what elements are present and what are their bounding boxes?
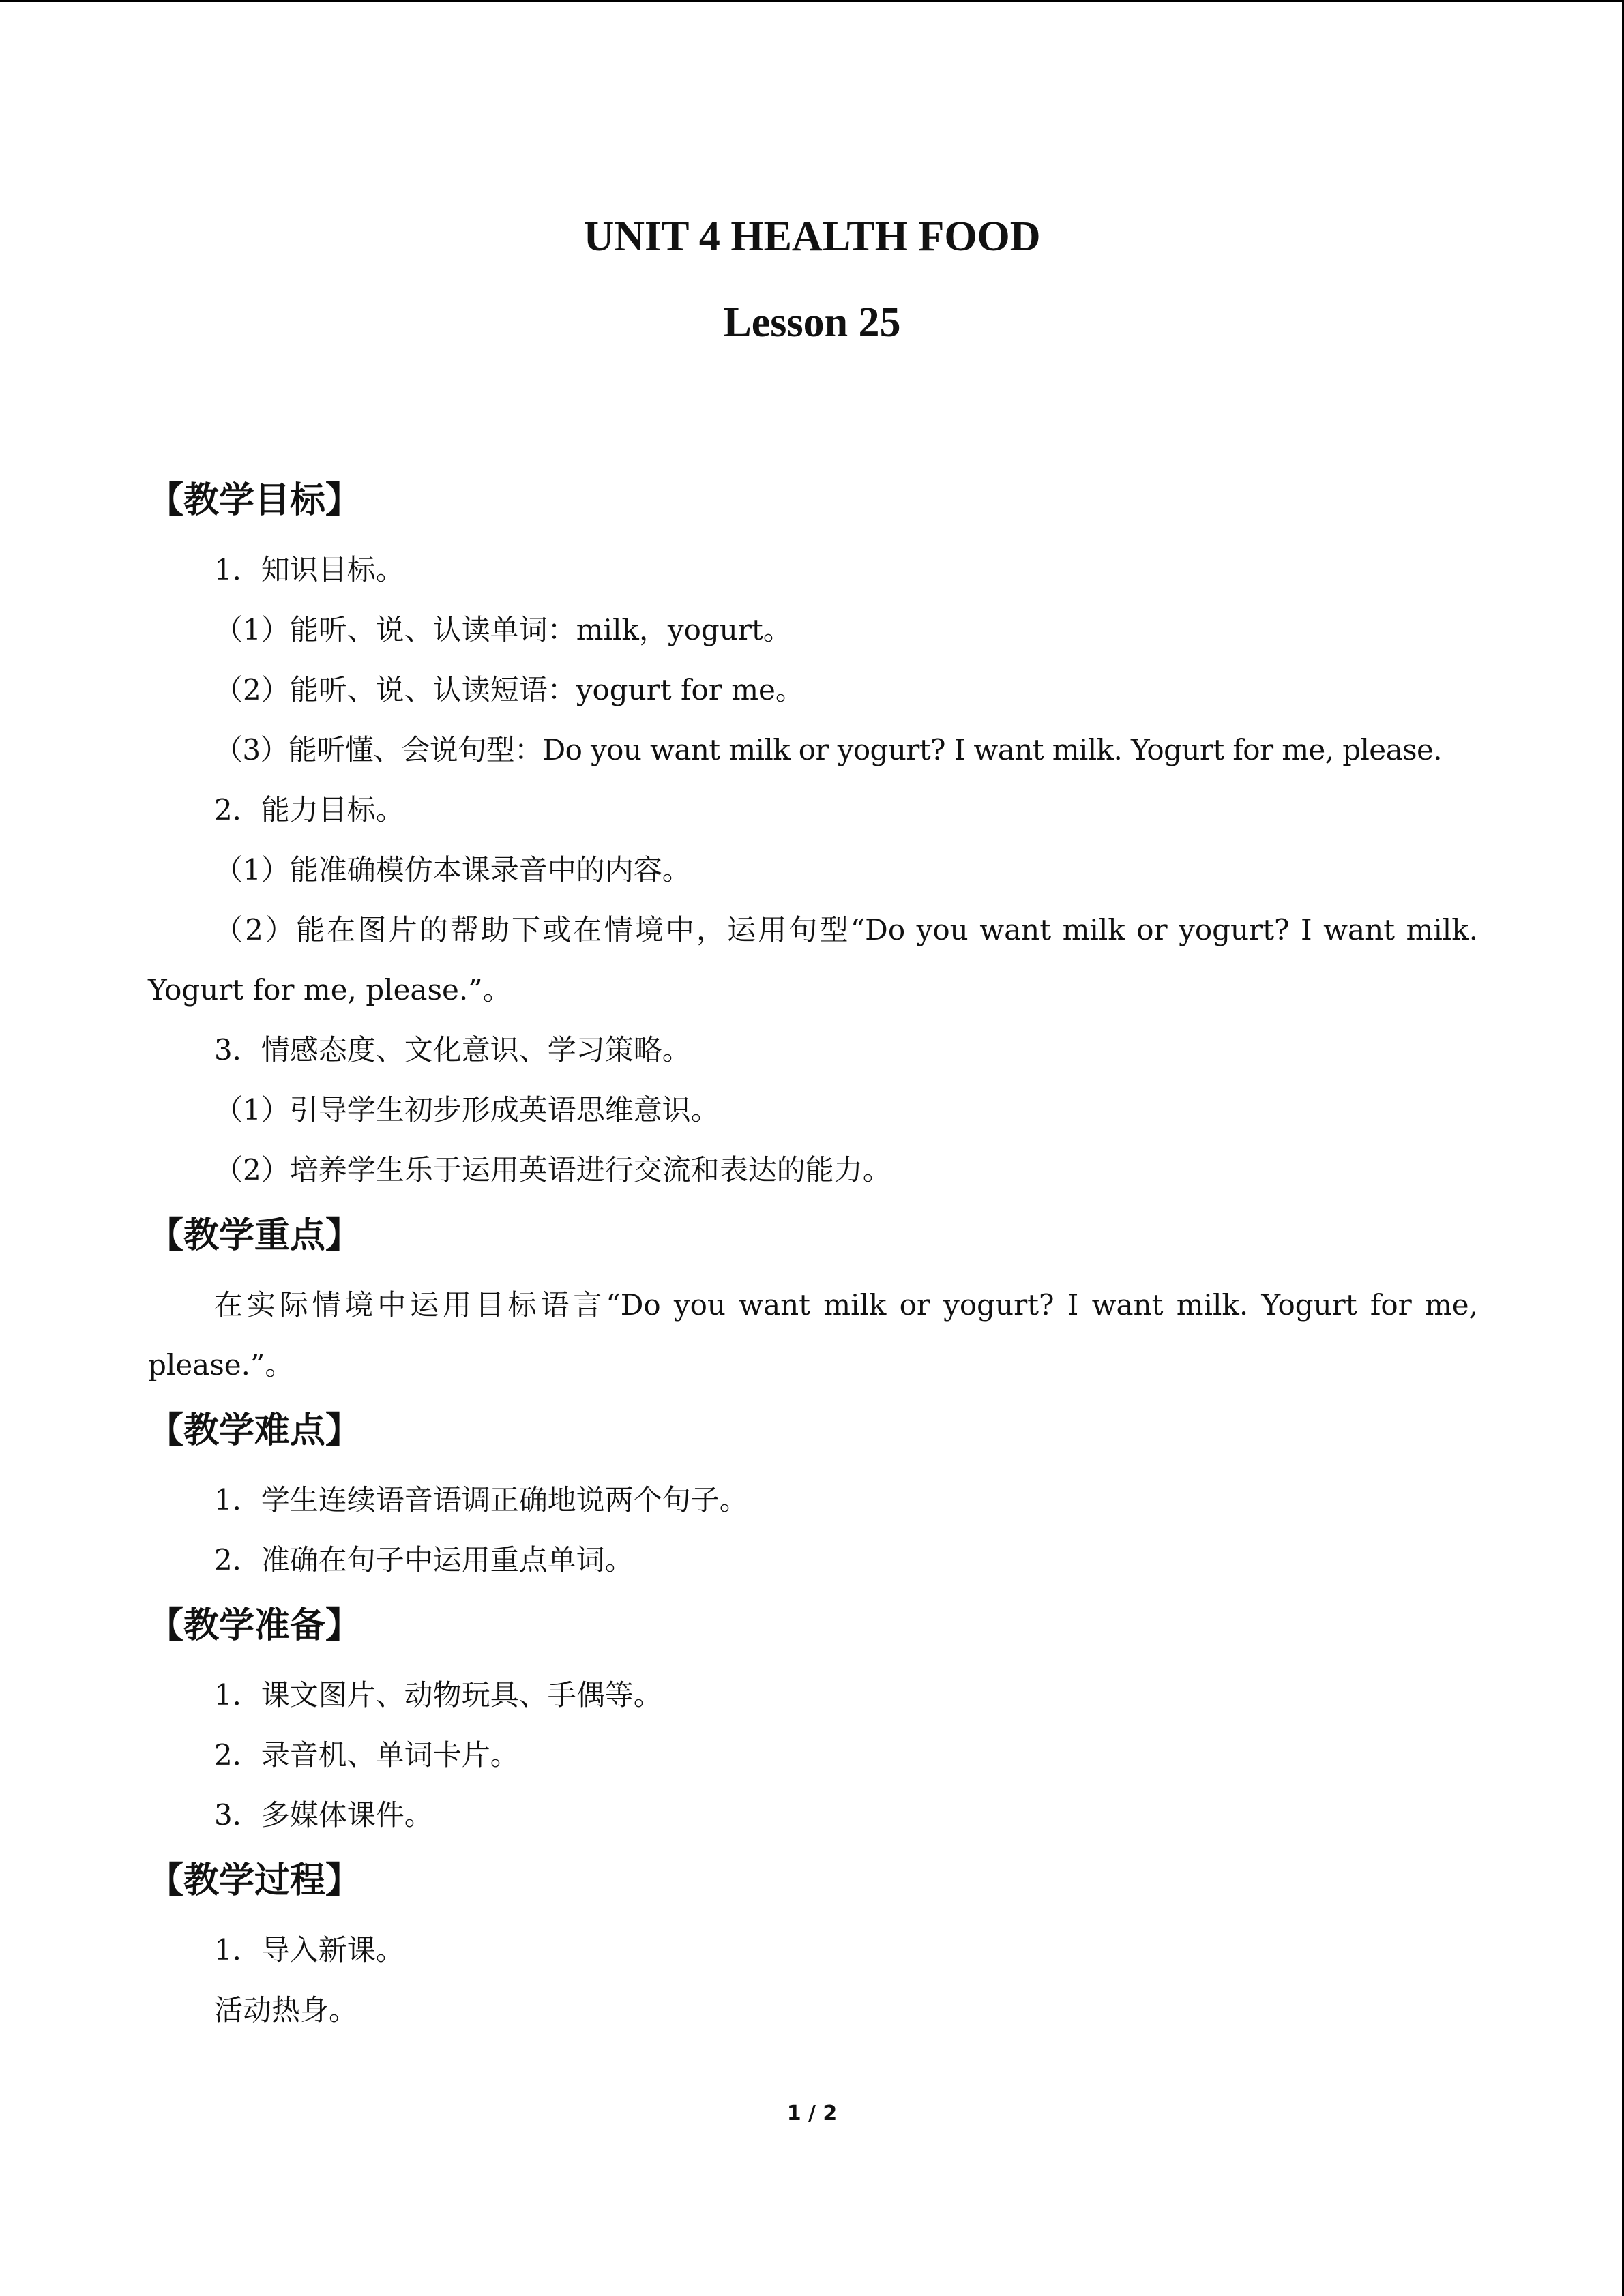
paragraph: （1）引导学生初步形成英语思维意识。: [214, 1093, 720, 1127]
paragraph: 2．录音机、单词卡片。: [214, 1738, 519, 1772]
paragraph: （1）能准确模仿本课录音中的内容。: [214, 853, 691, 886]
paragraph: （2）能在图片的帮助下或在情境中，运用句型“Do you want milk or yogurt? I want milk. Yogurt for me, please.”。: [148, 913, 1478, 1007]
page-number: 1 / 2: [786, 2102, 838, 2126]
paragraph: （3）能听懂、会说句型：Do you want milk or yogurt? I want milk. Yogurt for me, please.: [214, 733, 1442, 766]
paragraph: 2．准确在句子中运用重点单词。: [214, 1543, 634, 1577]
paragraph: 活动热身。: [214, 1993, 358, 2027]
section-heading-process: 【教学过程】: [148, 1860, 361, 1901]
paragraph: 1．课文图片、动物玩具、手偶等。: [214, 1678, 662, 1712]
paragraph: 3．情感态度、文化意识、学习策略。: [214, 1033, 691, 1067]
paragraph: 3．多媒体课件。: [214, 1798, 433, 1832]
section-heading-objectives: 【教学目标】: [148, 480, 361, 521]
paragraph: 1．导入新课。: [214, 1933, 404, 1967]
paragraph: 1．学生连续语音语调正确地说两个句子。: [214, 1483, 748, 1517]
paragraph: （2）能听、说、认读短语：yogurt for me。: [214, 673, 804, 706]
paragraph: （2）培养学生乐于运用英语进行交流和表达的能力。: [214, 1153, 891, 1187]
paragraph: 2．能力目标。: [214, 793, 404, 826]
section-heading-key-points: 【教学重点】: [148, 1215, 361, 1256]
paragraph: 在实际情境中运用目标语言“Do you want milk or yogurt? I want milk. Yogurt for me, please.”。: [148, 1288, 1478, 1382]
document-subtitle: Lesson 25: [723, 299, 901, 346]
document-title: UNIT 4 HEALTH FOOD: [583, 213, 1041, 260]
paragraph: （1）能听、说、认读单词：milk，yogurt。: [214, 613, 792, 646]
section-heading-difficulties: 【教学难点】: [148, 1410, 361, 1451]
section-heading-preparation: 【教学准备】: [148, 1605, 361, 1646]
document-body: [148, 465, 1478, 2040]
paragraph: 1．知识目标。: [214, 553, 404, 586]
